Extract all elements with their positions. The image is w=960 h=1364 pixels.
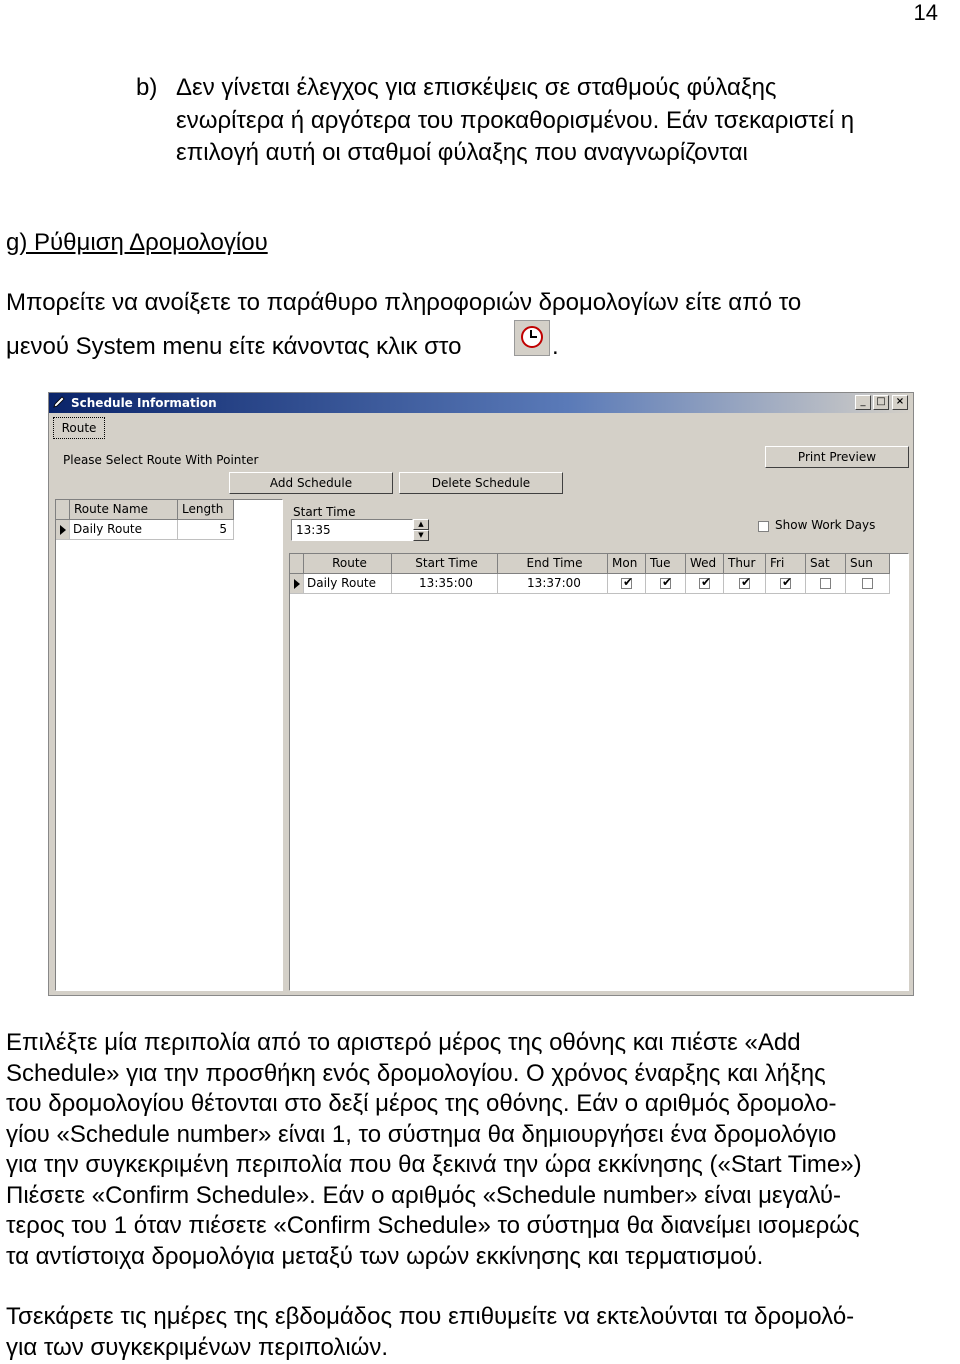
- maximize-button[interactable]: □: [873, 395, 889, 410]
- column-header-sat[interactable]: Sat: [806, 554, 846, 574]
- route-table: [55, 499, 283, 991]
- body-line: τα αντίστοιχα δρομολόγια μεταξύ των ωρών εκκίνησης και τερματισμού.: [6, 1243, 764, 1270]
- body-line: του δρομολογίου θέτονται στο δεξί μέρος της οθόνης. Εάν ο αριθμός δρομολο-: [6, 1090, 837, 1117]
- fri-cell: [766, 574, 806, 594]
- sat-checkbox[interactable]: [820, 578, 831, 589]
- title-bar: [49, 393, 913, 413]
- mon-cell: [608, 574, 646, 594]
- add-schedule-button[interactable]: Add Schedule: [229, 472, 393, 494]
- item-b-line: επιλογή αυτή οι σταθμοί φύλαξης που αναγνωρίζονται: [176, 139, 748, 166]
- column-header-tue[interactable]: Tue: [646, 554, 686, 574]
- tue-checkbox[interactable]: ✔: [662, 575, 673, 589]
- minimize-button[interactable]: _: [855, 395, 871, 410]
- route-length-cell[interactable]: 5: [178, 520, 234, 540]
- clock-icon: [514, 320, 550, 356]
- schedule-route-cell[interactable]: Daily Route: [304, 574, 392, 594]
- item-b-line: Δεν γίνεται έλεγχος για επισκέψεις σε σταθμούς φύλαξης: [176, 74, 777, 101]
- sat-cell: [806, 574, 846, 594]
- route-name-cell[interactable]: Daily Route: [70, 520, 178, 540]
- start-time-label: Start Time: [293, 505, 356, 519]
- route-hint: Please Select Route With Pointer: [63, 453, 259, 467]
- column-header-end-time[interactable]: End Time: [498, 554, 608, 574]
- body-line: Πιέσετε «Confirm Schedule». Εάν ο αριθμός «Schedule number» είναι μεγαλύ-: [6, 1182, 842, 1209]
- column-header-route[interactable]: Route: [304, 554, 392, 574]
- row-header-corner: [290, 554, 304, 574]
- column-header-start-time[interactable]: Start Time: [392, 554, 498, 574]
- body-line: τερος του 1 όταν πιέσετε «Confirm Schedule» το σύστημα θα διανείμει ισομερώς: [6, 1212, 860, 1239]
- paragraph-line: Μπορείτε να ανοίξετε το παράθυρο πληροφοριών δρομολογίων είτε από το: [6, 289, 802, 316]
- show-work-days-label: Show Work Days: [775, 518, 876, 532]
- page-number: 14: [913, 0, 938, 25]
- column-header-length[interactable]: Length: [178, 500, 234, 520]
- wed-checkbox[interactable]: ✔: [701, 575, 712, 589]
- body-line: Schedule» για την προσθήκη ενός δρομολογίου. Ο χρόνος έναρξης και λήξης: [6, 1060, 826, 1087]
- column-header-sun[interactable]: Sun: [846, 554, 890, 574]
- body-line: για την συγκεκριμένη περιπολία που θα ξεκινά την ώρα εκκίνησης («Start Time»): [6, 1151, 862, 1178]
- final-line: Τσεκάρετε τις ημέρες της εβδομάδος που επιθυμείτε να εκτελούνται τα δρομολό-: [6, 1303, 855, 1330]
- paragraph-end: .: [552, 333, 559, 360]
- window-title: Schedule Information: [71, 396, 217, 410]
- fri-checkbox[interactable]: ✔: [782, 575, 793, 589]
- row-header-corner: [56, 500, 70, 520]
- row-indicator: [290, 574, 304, 594]
- column-header-thur[interactable]: Thur: [724, 554, 766, 574]
- show-work-days-checkbox[interactable]: [758, 521, 769, 532]
- schedule-end-cell[interactable]: 13:37:00: [498, 574, 608, 594]
- body-line: Επιλέξτε μία περιπολία από το αριστερό μέρος της οθόνης και πιέστε «Add: [6, 1029, 801, 1056]
- schedule-start-cell[interactable]: 13:35:00: [392, 574, 498, 594]
- column-header-mon[interactable]: Mon: [608, 554, 646, 574]
- column-header-route-name[interactable]: Route Name: [70, 500, 178, 520]
- sun-cell: [846, 574, 890, 594]
- print-preview-button[interactable]: Print Preview: [765, 446, 909, 468]
- final-line: για των συγκεκριμένων περιπολιών.: [6, 1334, 389, 1361]
- start-time-input[interactable]: 13:35: [291, 519, 413, 541]
- delete-schedule-button[interactable]: Delete Schedule: [399, 472, 563, 494]
- column-header-fri[interactable]: Fri: [766, 554, 806, 574]
- mon-checkbox[interactable]: ✔: [623, 575, 634, 589]
- body-line: γίου «Schedule number» είναι 1, το σύστημα θα δημιουργήσει ένα δρομολόγιο: [6, 1121, 837, 1148]
- chevron-down-icon[interactable]: ▼: [413, 530, 429, 541]
- item-b-line: ενωρίτερα ή αργότερα του προκαθορισμένου. Εάν τσεκαριστεί η: [176, 107, 855, 134]
- pencil-icon: [52, 395, 66, 409]
- list-item-label: b): [136, 74, 158, 101]
- wed-cell: [686, 574, 724, 594]
- row-indicator: [56, 520, 70, 540]
- close-button[interactable]: ×: [892, 395, 908, 410]
- schedule-information-window: [48, 392, 914, 996]
- chevron-up-icon[interactable]: ▲: [413, 519, 429, 530]
- paragraph-line: μενού System menu είτε κάνοντας κλικ στο: [6, 333, 462, 360]
- tue-cell: [646, 574, 686, 594]
- sun-checkbox[interactable]: [862, 578, 873, 589]
- start-time-spinner[interactable]: [413, 519, 429, 541]
- thur-checkbox[interactable]: ✔: [741, 575, 752, 589]
- schedule-table: [289, 553, 909, 991]
- section-title: g) Ρύθμιση Δρομολογίου: [6, 229, 268, 256]
- column-header-wed[interactable]: Wed: [686, 554, 724, 574]
- thur-cell: [724, 574, 766, 594]
- route-tab[interactable]: Route: [53, 417, 105, 439]
